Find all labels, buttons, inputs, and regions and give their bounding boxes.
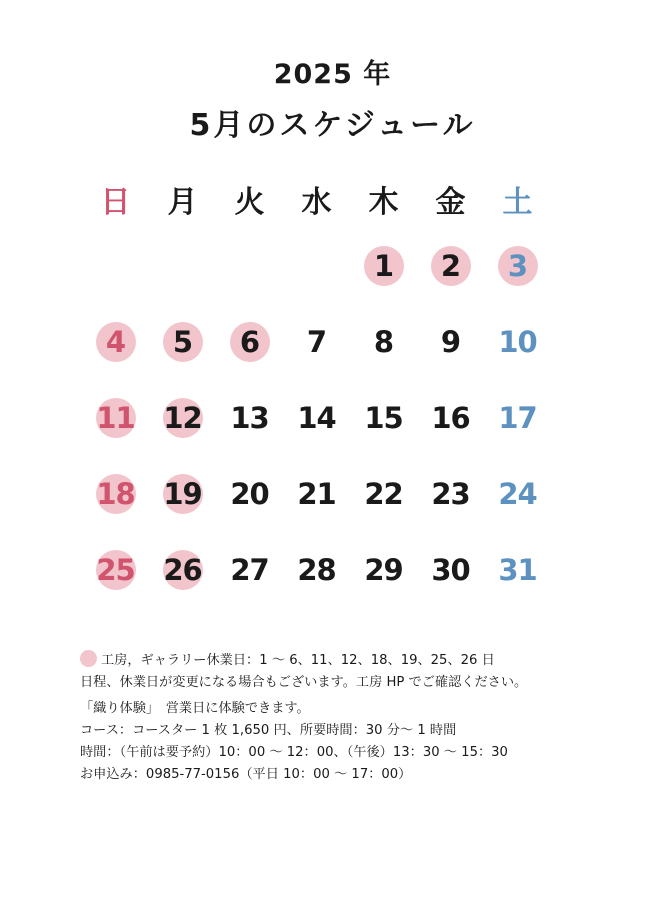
page-title: 5月のスケジュール: [189, 108, 476, 143]
day-number: 19: [163, 477, 202, 511]
day-number: 26: [163, 553, 202, 587]
empty-cell: [82, 228, 149, 304]
holiday-legend: [80, 650, 620, 672]
day-number: 20: [230, 477, 269, 511]
day-number: 6: [239, 325, 260, 359]
day-number: 28: [297, 553, 336, 587]
empty-cell: [283, 228, 350, 304]
day-cell: [216, 532, 283, 608]
holiday-marker-icon: [80, 650, 97, 667]
day-cell: [350, 380, 417, 456]
day-cell: [484, 456, 551, 532]
day-cell: [82, 456, 149, 532]
weekday-header: 木: [368, 185, 399, 220]
course-info: コース：コースター 1 枚 1,650 円、所要時間：30 分～ 1 時間: [80, 723, 457, 738]
day-number: 27: [230, 553, 269, 587]
weekday-header: 火: [234, 185, 265, 220]
day-number: 11: [96, 401, 135, 435]
day-number: 21: [297, 477, 336, 511]
day-number: 23: [431, 477, 470, 511]
day-cell: [350, 228, 417, 304]
holiday-legend-text: 工房，ギャラリー休業日：1 ～ 6、11、12、18、19、25、26 日: [101, 653, 495, 668]
day-number: 7: [306, 325, 327, 359]
contact-info: お申込み：0985-77-0156（平日 10：00 ～ 17：00）: [80, 767, 412, 782]
day-cell: [484, 532, 551, 608]
calendar-grid: [82, 170, 550, 608]
day-number: 18: [96, 477, 135, 511]
day-number: 25: [96, 553, 135, 587]
day-cell: [417, 532, 484, 608]
notes-section: [80, 650, 620, 786]
time-info: 時間：（午前は要予約）10：00 ～ 12：00、（午後）13：30 ～ 15：30: [80, 745, 508, 760]
day-number: 31: [498, 553, 537, 587]
day-cell: [350, 304, 417, 380]
day-number: 16: [431, 401, 470, 435]
day-cell: [350, 456, 417, 532]
day-number: 29: [364, 553, 403, 587]
day-cell: [484, 228, 551, 304]
day-cell: [149, 304, 216, 380]
weekday-header: 月: [167, 185, 198, 220]
day-number: 10: [498, 325, 537, 359]
day-cell: [484, 380, 551, 456]
empty-cell: [149, 228, 216, 304]
day-cell: [417, 456, 484, 532]
day-cell: [283, 532, 350, 608]
day-number: 2: [440, 249, 461, 283]
day-number: 9: [440, 325, 461, 359]
day-number: 4: [105, 325, 126, 359]
day-cell: [216, 304, 283, 380]
day-number: 8: [373, 325, 394, 359]
experience-title: 「織り体験」 営業日に体験できます。: [80, 701, 310, 716]
weekday-header: 金: [435, 185, 466, 220]
day-number: 13: [230, 401, 269, 435]
year-heading: 2025 年: [273, 59, 392, 90]
weekday-header: 水: [301, 185, 332, 220]
day-number: 5: [172, 325, 193, 359]
weekday-header: 土: [502, 185, 533, 220]
day-number: 12: [163, 401, 202, 435]
day-cell: [484, 304, 551, 380]
day-number: 30: [431, 553, 470, 587]
day-cell: [283, 380, 350, 456]
day-cell: [82, 304, 149, 380]
change-notice: 日程、休業日が変更になる場合もございます。工房 HP でご確認ください。: [80, 675, 528, 690]
empty-cell: [216, 228, 283, 304]
day-cell: [149, 532, 216, 608]
day-cell: [283, 456, 350, 532]
day-number: 17: [498, 401, 537, 435]
day-cell: [350, 532, 417, 608]
day-cell: [82, 532, 149, 608]
day-number: 1: [373, 249, 394, 283]
day-cell: [417, 380, 484, 456]
day-number: 14: [297, 401, 336, 435]
day-number: 15: [364, 401, 403, 435]
day-cell: [82, 380, 149, 456]
day-cell: [149, 380, 216, 456]
day-number: 24: [498, 477, 537, 511]
day-cell: [417, 228, 484, 304]
day-cell: [283, 304, 350, 380]
weekday-header: 日: [100, 185, 131, 220]
day-cell: [417, 304, 484, 380]
day-cell: [216, 380, 283, 456]
day-cell: [149, 456, 216, 532]
day-number: 22: [364, 477, 403, 511]
day-cell: [216, 456, 283, 532]
day-number: 3: [507, 249, 528, 283]
